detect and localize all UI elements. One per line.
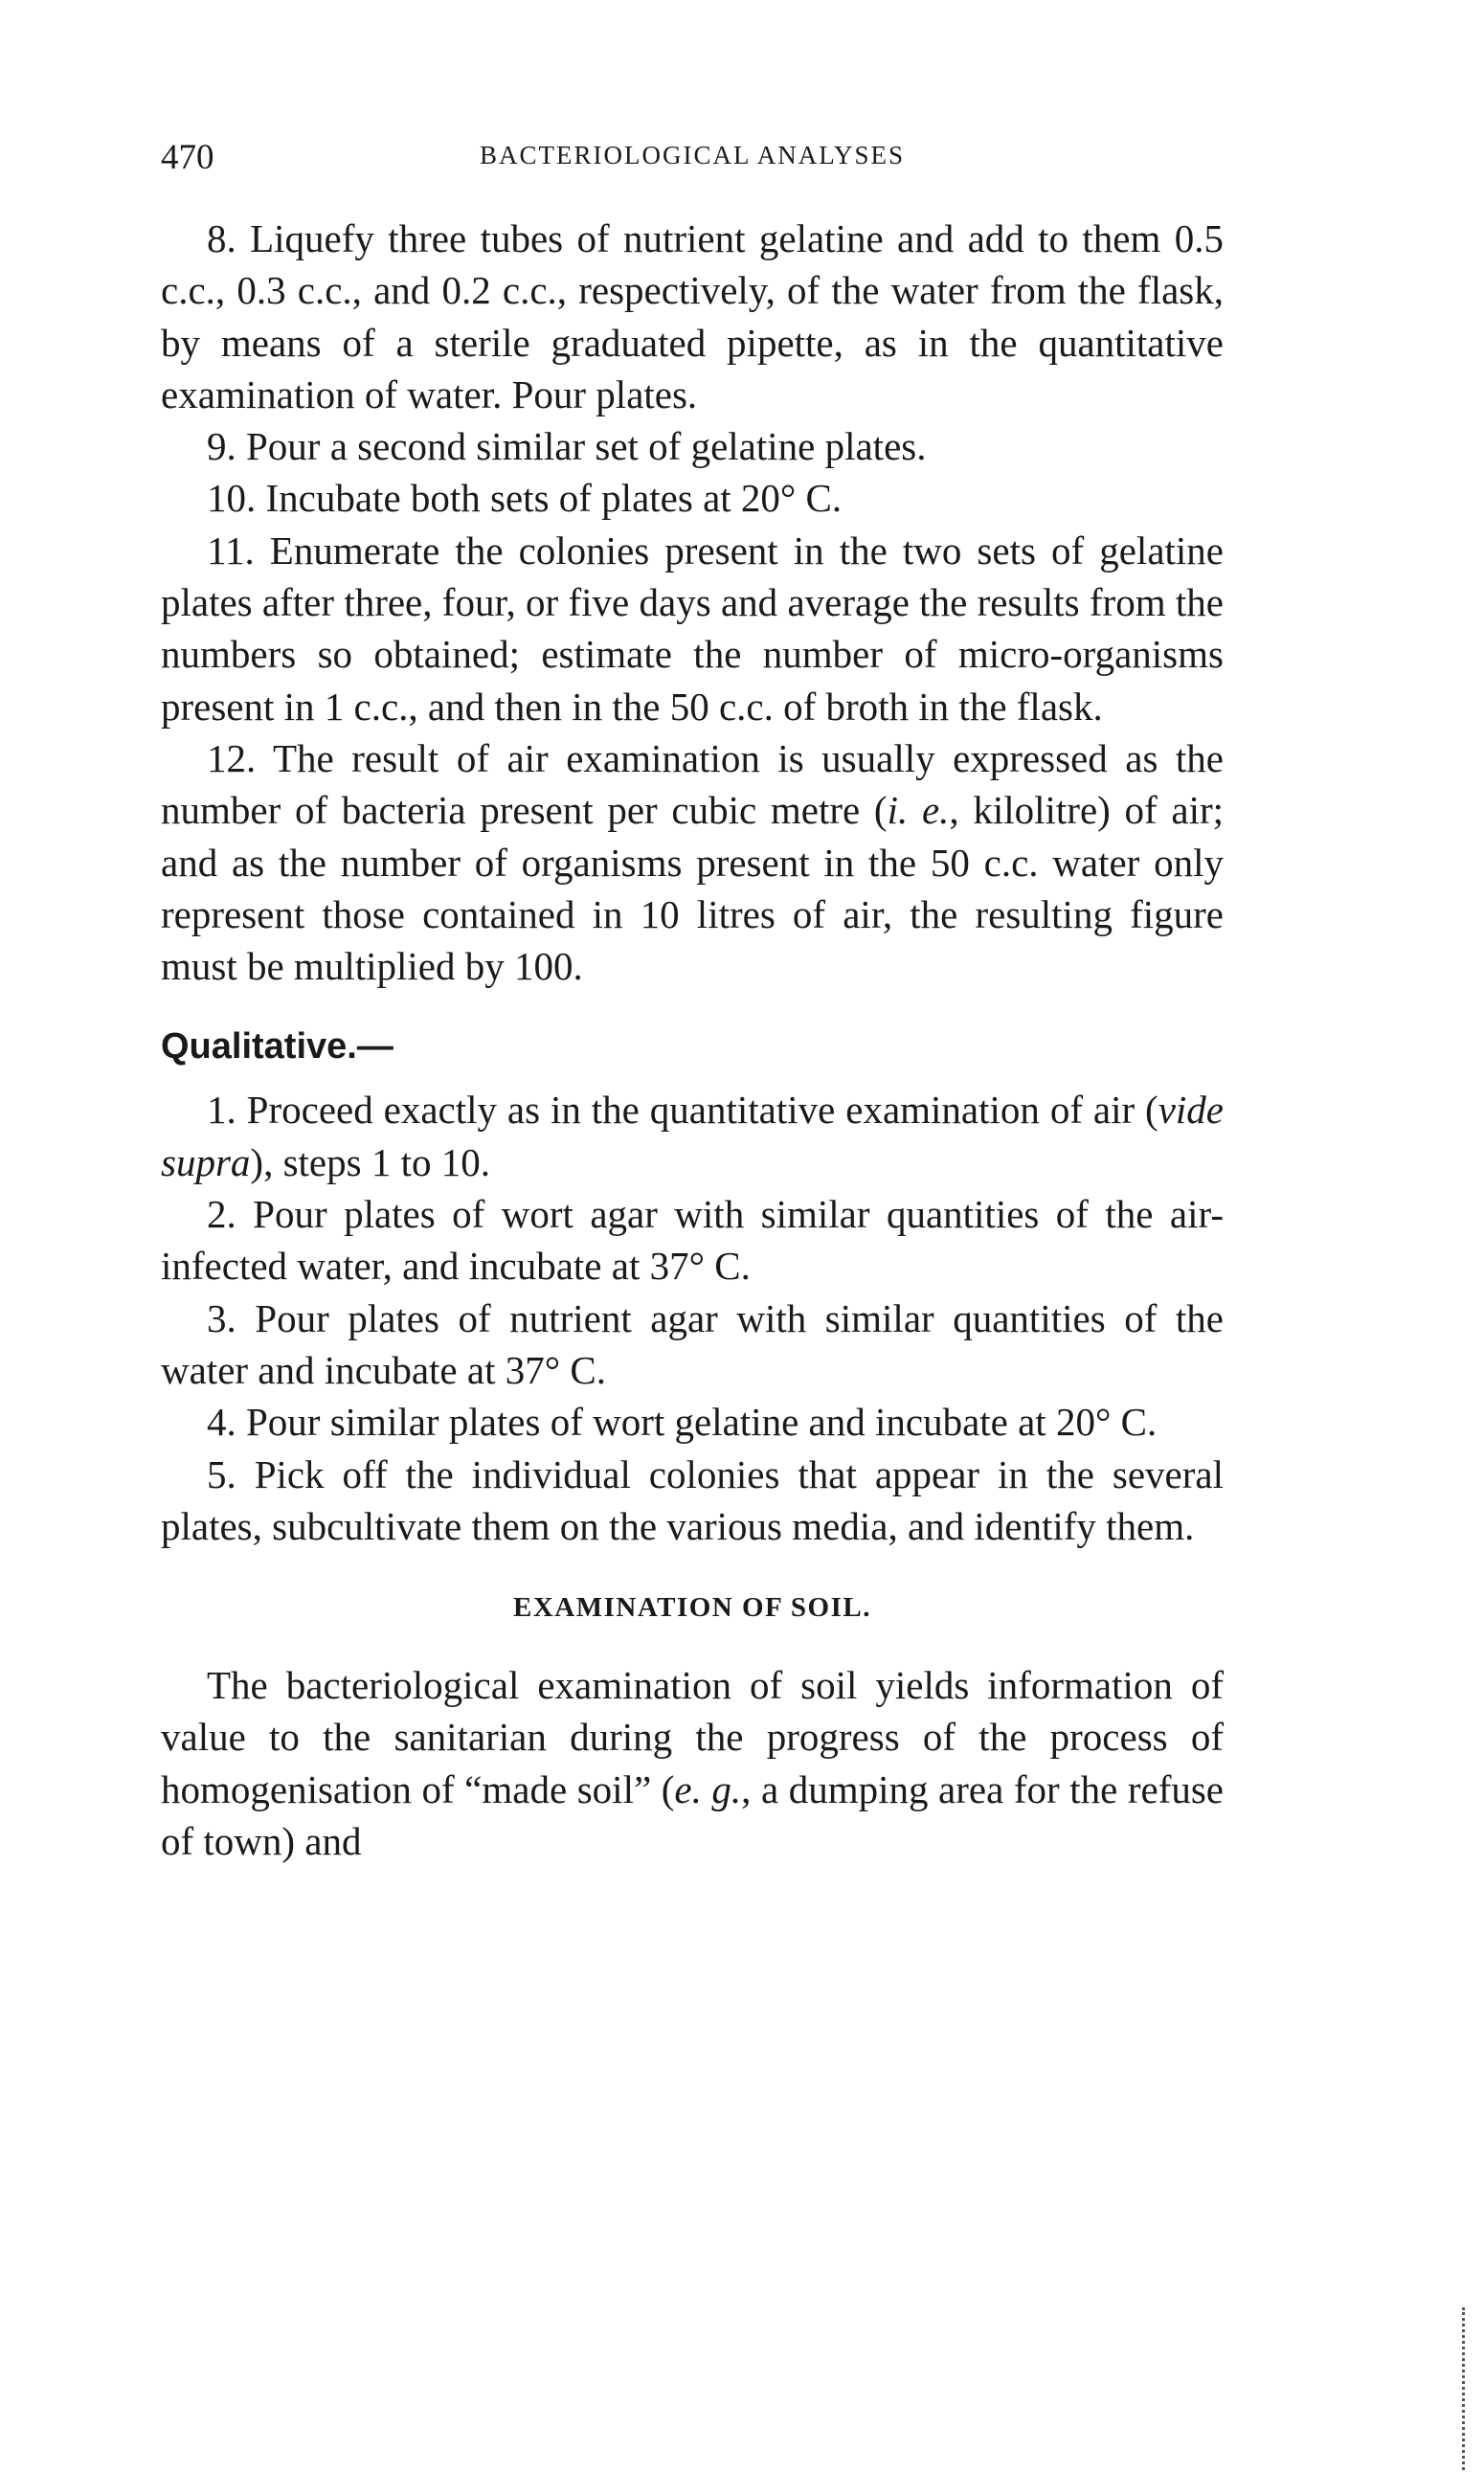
qualitative-heading: Qualitative.—: [161, 1026, 393, 1068]
soil-text-b: , a dumping area for the refuse of town) and: [161, 1766, 1225, 1864]
running-head: BACTERIOLOGICAL ANALYSES: [479, 141, 906, 169]
step-8-paragraph: 8. Liquefy three tubes of nutrient gelatine and add to them 0.5 c.c., 0.3 c.c., and 0.2 c.c., respectively, of the water from the flask, by means of a sterile graduated pipette, as in the quantitative examination of water. Pour plates.: [161, 216, 1224, 416]
qualitative-step-1-text-a: 1. Proceed exactly as in the quantitative examination of air (: [207, 1088, 1158, 1133]
step-12-paragraph: [161, 732, 1224, 992]
qualitative-step-2-paragraph: 2. Pour plates of wort agar with similar quantities of the air-infected water, and incubate at 37° C.: [161, 1192, 1224, 1289]
step-11-paragraph: 11. Enumerate the colonies present in the two sets of gelatine plates after three, four, or five days and average the results from the numbers so obtained; estimate the number of micro-organisms present in 1 c.c., and then in the 50 c.c. of broth in the flask.: [161, 528, 1224, 729]
step-9-paragraph: 9. Pour a second similar set of gelatine plates.: [207, 424, 927, 469]
step-10-paragraph: 10. Incubate both sets of plates at 20° C.: [207, 476, 843, 521]
page-number: 470: [161, 138, 214, 177]
qualitative-step-5-paragraph: 5. Pick off the individual colonies that appear in the several plates, subcultivate them on the various media, and identify them.: [161, 1451, 1224, 1548]
soil-section-title: EXAMINATION OF SOIL.: [512, 1592, 871, 1624]
soil-text-a: The bacteriological examination of soil yields information of value to the sanitarian during the progress of the process of homogenisation of “made soil” (: [161, 1663, 1224, 1811]
step-12-text-b: , kilolitre) of air; and as the number of organisms present in the 50 c.c. water only represent those contained in 10 litres of air, the resulting figure must be multiplied by 100.: [161, 788, 1225, 989]
step-12-italic-ie: i. e.: [887, 788, 950, 833]
soil-italic-eg: e. g.: [674, 1766, 742, 1811]
qualitative-step-1-paragraph: [161, 1084, 1224, 1188]
qualitative-step-1-text-b: ), steps 1 to 10.: [250, 1139, 490, 1184]
soil-intro-paragraph: [161, 1659, 1224, 1867]
scan-edge-specks: [1462, 2307, 1471, 2470]
step-12-text-a: 12. The result of air examination is usually expressed as the number of bacteria present per cubic metre (: [161, 735, 1224, 833]
qualitative-step-4-paragraph: 4. Pour similar plates of wort gelatine and incubate at 20° C.: [207, 1400, 1158, 1445]
page-header: [161, 137, 1224, 185]
qualitative-step-3-paragraph: 3. Pour plates of nutrient agar with similar quantities of the water and incubate at 37° C.: [161, 1295, 1224, 1392]
vide-supra-italic: vide supra: [161, 1088, 1224, 1184]
page-body: [161, 213, 1224, 1867]
